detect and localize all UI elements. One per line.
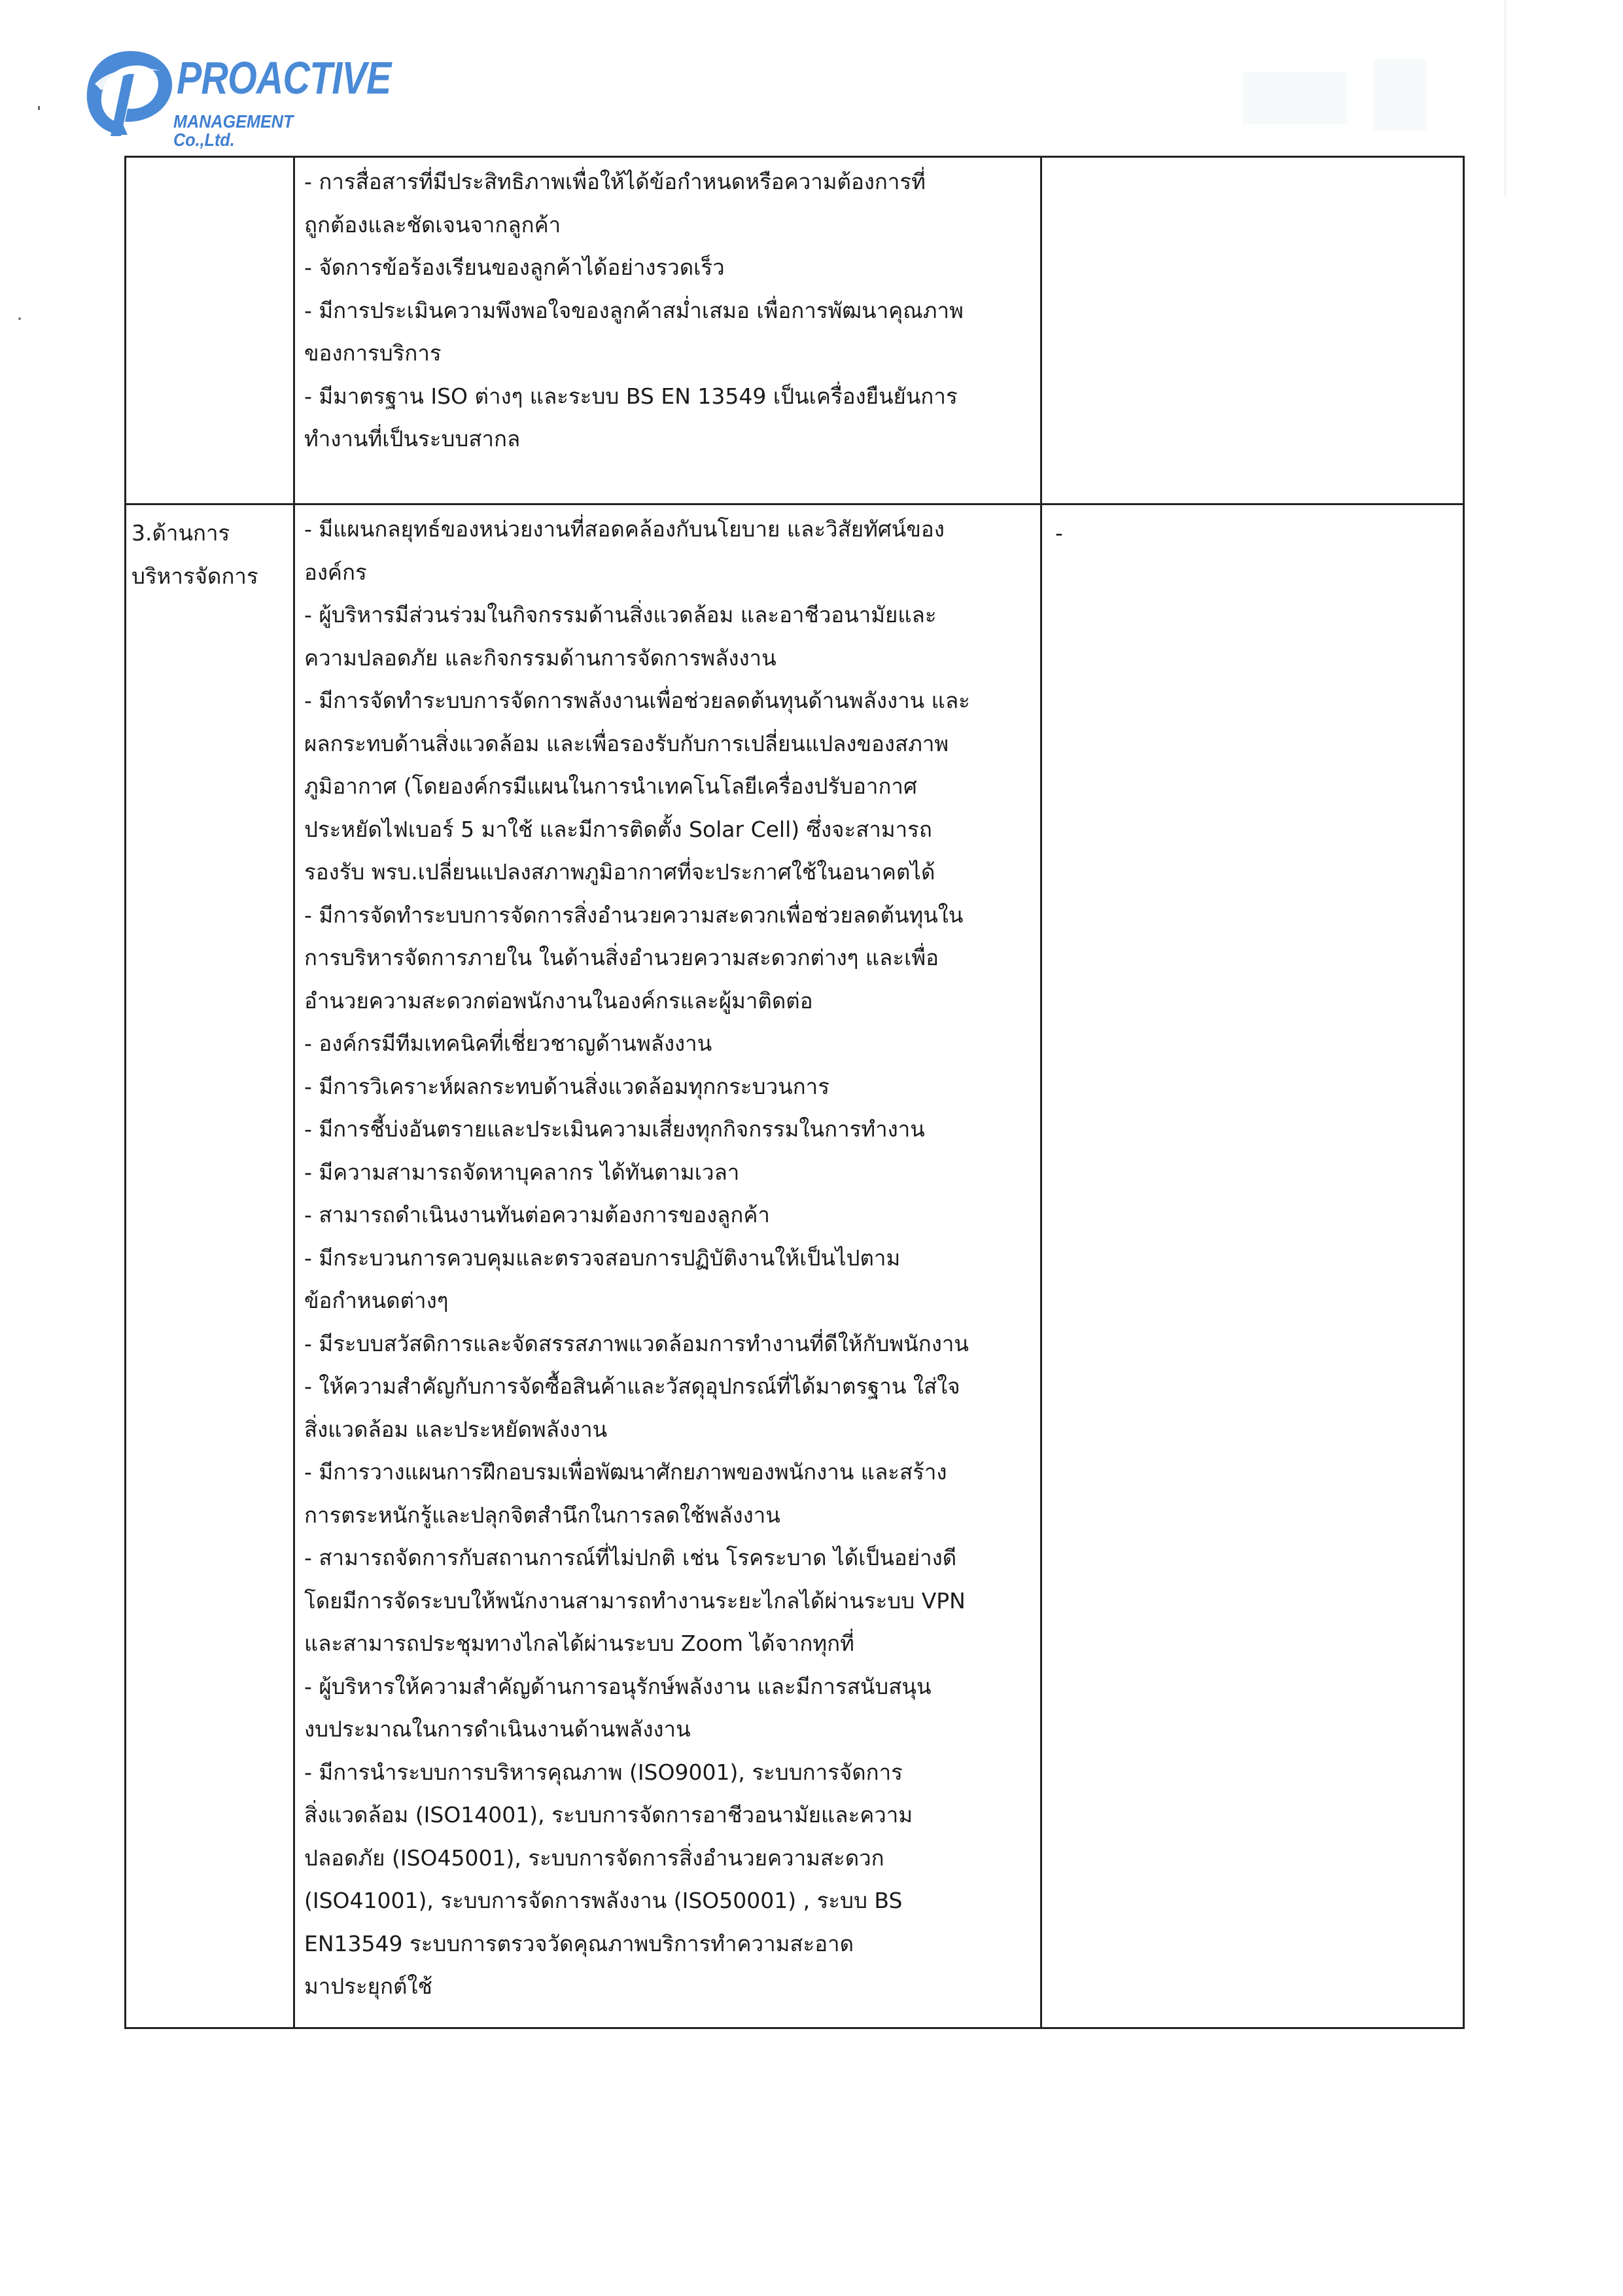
text-line: ข้อกำหนดต่างๆ [304, 1288, 449, 1313]
detail-cell [294, 504, 1041, 2028]
topic-lines [126, 505, 293, 597]
detail-lines [295, 505, 1040, 2008]
text-line: - มีการประเมินความพึงพอใจของลูกค้าสม่ำเสมอ เพื่อการพัฒนาคุณภาพ [304, 297, 964, 323]
text-line: องค์กร [304, 559, 367, 585]
text-line: (ISO41001), ระบบการจัดการพลังงาน (ISO50001) , ระบบ BS [304, 1888, 903, 1913]
text-line: ของการบริการ [304, 340, 442, 366]
text-line: - มีแผนกลยุทธ์ของหน่วยงานที่สอดคล้องกับนโยบาย และวิสัยทัศน์ของ [304, 516, 945, 542]
table-row [126, 157, 1464, 504]
text-line: - มีการจัดทำระบบการจัดการสิ่งอำนวยความสะดวกเพื่อช่วยลดต้นทุนใน [304, 902, 964, 928]
scan-edge-line [1505, 0, 1506, 196]
topic-cell [126, 504, 294, 2028]
text-line: โดยมีการจัดระบบให้พนักงานสามารถทำงานระยะไกลได้ผ่านระบบ VPN [304, 1587, 966, 1614]
text-line: - ผู้บริหารให้ความสำคัญด้านการอนุรักษ์พลังงาน และมีการสนับสนุน [304, 1673, 932, 1699]
text-line: - มีการวิเคราะห์ผลกระทบด้านสิ่งแวดล้อมทุกกระบวนการ [304, 1073, 829, 1099]
topic-cell [126, 157, 294, 504]
company-logo [82, 44, 391, 150]
text-line: - ผู้บริหารมีส่วนร่วมในกิจกรรมด้านสิ่งแวดล้อม และอาชีวอนามัยและ [304, 602, 937, 627]
note-cell [1041, 504, 1464, 2028]
text-line: - การสื่อสารที่มีประสิทธิภาพเพื่อให้ได้ข้อกำหนดหรือความต้องการที่ [304, 169, 926, 194]
content-table [124, 156, 1465, 2029]
text-line: - มีมาตรฐาน ISO ต่างๆ และระบบ BS EN 13549 เป็นเครื่องยืนยันการ [304, 383, 958, 409]
text-line: รองรับ พรบ.เปลี่ยนแปลงสภาพภูมิอากาศที่จะประกาศใช้ในอนาคตได้ [304, 859, 935, 885]
note-text: - [1055, 520, 1063, 546]
text-line: มาประยุกต์ใช้ [304, 1973, 432, 1999]
note-text [1042, 158, 1463, 164]
text-line: 3.ด้านการ [131, 520, 230, 546]
text-line: การตระหนักรู้และปลุกจิตสำนึกในการลดใช้พลังงาน [304, 1502, 780, 1528]
watermark-logo-icon [1230, 46, 1452, 144]
text-line: ความปลอดภัย และกิจกรรมด้านการจัดการพลังงาน [304, 645, 777, 671]
note-cell [1041, 157, 1464, 504]
text-line: อำนวยความสะดวกต่อพนักงานในองค์กรและผู้มาติดต่อ [304, 987, 813, 1014]
text-line: - มีกระบวนการควบคุมและตรวจสอบการปฏิบัติงานให้เป็นไปตาม [304, 1245, 901, 1271]
text-line: ทำงานที่เป็นระบบสากล [304, 426, 521, 451]
logo-emblem-icon [82, 44, 180, 143]
text-line: - มีการจัดทำระบบการจัดการพลังงานเพื่อช่วยลดต้นทุนด้านพลังงาน และ [304, 688, 970, 713]
text-line: - สามารถจัดการกับสถานการณ์ที่ไม่ปกติ เช่น โรคระบาด ได้เป็นอย่างดี [304, 1545, 957, 1570]
text-line: - องค์กรมีทีมเทคนิคที่เชี่ยวชาญด้านพลังงาน [304, 1031, 712, 1056]
text-line: งบประมาณในการดำเนินงานด้านพลังงาน [304, 1716, 691, 1742]
text-line: ปลอดภัย (ISO45001), ระบบการจัดการสิ่งอำนวยความสะดวก [304, 1845, 884, 1871]
logo-title: PROACTIVE [177, 52, 391, 103]
text-line: บริหารจัดการ [131, 563, 258, 589]
detail-lines [295, 158, 1040, 461]
text-line: EN13549 ระบบการตรวจวัดคุณภาพบริการทำความสะอาด [304, 1930, 854, 1956]
text-line: - มีการนำระบบการบริหารคุณภาพ (ISO9001), ระบบการจัดการ [304, 1759, 903, 1785]
text-line: การบริหารจัดการภายใน ในด้านสิ่งอำนวยความสะดวกต่างๆ และเพื่อ [304, 945, 939, 970]
text-line: และสามารถประชุมทางไกลได้ผ่านระบบ Zoom ได้จากทุกที่ [304, 1631, 854, 1656]
table-row [126, 504, 1464, 2028]
text-line: สิ่งแวดล้อม และประหยัดพลังงาน [304, 1416, 608, 1442]
text-line: - มีระบบสวัสดิการและจัดสรรสภาพแวดล้อมการทำงานที่ดีให้กับพนักงาน [304, 1330, 969, 1356]
detail-cell [294, 157, 1041, 504]
logo-subtitle: MANAGEMENT Co.,Ltd. [173, 111, 294, 150]
scan-dot [18, 317, 21, 320]
text-line: ภูมิอากาศ (โดยองค์กรมีแผนในการนำเทคโนโลยีเครื่องปรับอากาศ [304, 773, 917, 799]
text-line: ถูกต้องและชัดเจนจากลูกค้า [304, 211, 561, 238]
text-line: - จัดการข้อร้องเรียนของลูกค้าได้อย่างรวดเร็ว [304, 255, 725, 280]
text-line: - มีการชี้บ่งอันตรายและประเมินความเสี่ยงทุกกิจกรรมในการทำงาน [304, 1116, 925, 1142]
text-line: ประหยัดไฟเบอร์ 5 มาใช้ และมีการติดตั้ง Solar Cell) ซึ่งจะสามารถ [304, 816, 932, 842]
text-line: ผลกระทบด้านสิ่งแวดล้อม และเพื่อรองรับกับการเปลี่ยนแปลงของสภาพ [304, 730, 949, 756]
text-line: - มีความสามารถจัดหาบุคลากร ได้ทันตามเวลา [304, 1159, 740, 1185]
scan-mark [38, 106, 40, 110]
text-line: - ให้ความสำคัญกับการจัดซื้อสินค้าและวัสดุอุปกรณ์ที่ได้มาตรฐาน ใส่ใจ [304, 1373, 960, 1399]
text-line: สิ่งแวดล้อม (ISO14001), ระบบการจัดการอาชีวอนามัยและความ [304, 1802, 913, 1828]
text-line: - มีการวางแผนการฝึกอบรมเพื่อพัฒนาศักยภาพของพนักงาน และสร้าง [304, 1459, 947, 1485]
text-line: - สามารถดำเนินงานทันต่อความต้องการของลูกค้า [304, 1202, 770, 1227]
